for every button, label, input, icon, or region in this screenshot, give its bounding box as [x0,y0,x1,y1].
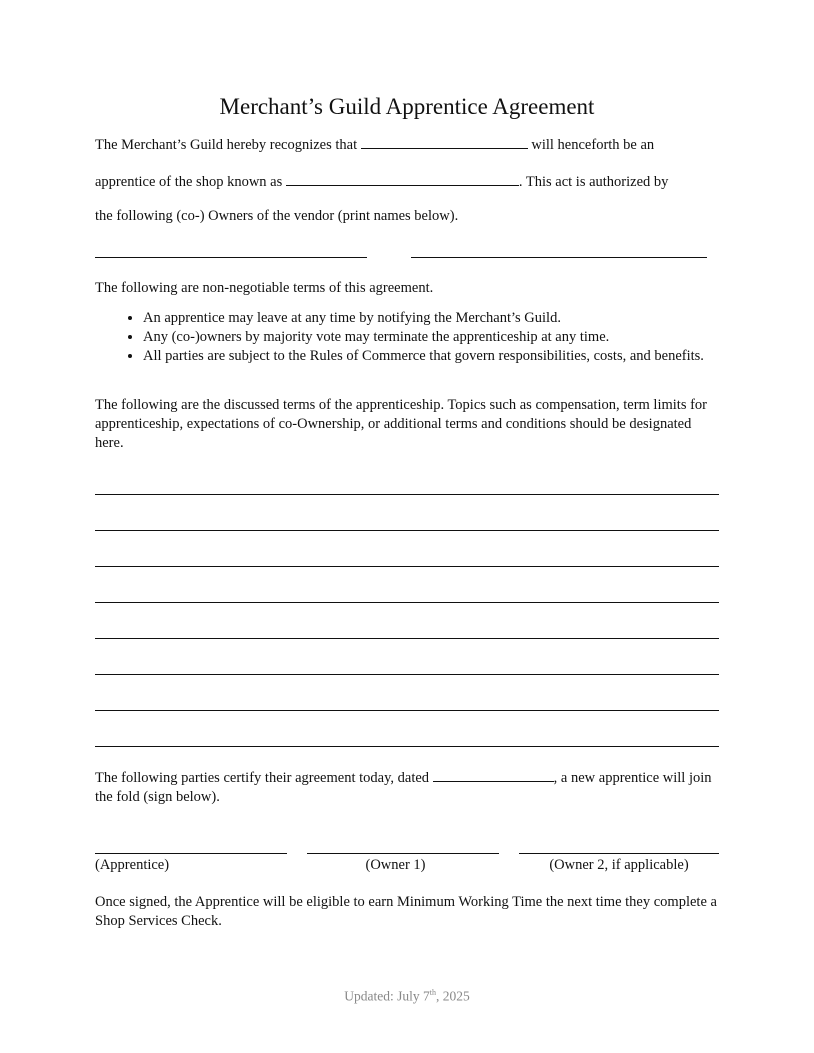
certify-end: , a new apprentice will join the fold (sign below). [95,770,712,805]
intro-line-3: the following (co-) Owners of the vendor (print names below). [95,208,459,224]
owner-2-signature-label: (Owner 2, if applicable) [549,857,689,873]
non-negotiable-terms-list [95,309,753,366]
updated-footer [0,988,814,1005]
terms-entry-line[interactable] [95,638,719,639]
owner-1-signature-label: (Owner 1) [365,857,426,873]
certify-paragraph [95,767,720,807]
owner-1-signature-line[interactable] [307,853,499,854]
list-item: • All parties are subject to the Rules of Commerce that govern responsibilities, costs, and benefits. [143,347,753,366]
intro-line-1-start: The Merchant’s Guild hereby recognizes that [95,137,358,153]
terms-entry-line[interactable] [95,530,719,531]
apprentice-signature-line[interactable] [95,853,287,854]
closing-paragraph: Once signed, the Apprentice will be eligible to earn Minimum Working Time the next time they complete a Shop Services Check. [95,894,717,929]
intro-line-2-end: . This act is authorized by [518,174,669,190]
footer-date-year: , 2025 [435,988,470,1004]
intro-line-1 [95,134,654,155]
owner-print-name-line-2[interactable] [411,257,707,258]
footer-date-prefix: Updated: July 7 [344,988,430,1004]
intro-line-2 [95,171,668,192]
terms-entry-line[interactable] [95,494,719,495]
shop-name-blank[interactable] [286,171,519,186]
intro-line-2-start: apprentice of the shop known as [95,174,283,190]
intro-line-1-end: will henceforth be an [531,137,655,153]
owner-2-signature-line[interactable] [519,853,719,854]
discussed-terms-paragraph: The following are the discussed terms of the apprenticeship. Topics such as compensation, term limits for apprenticeship, expectations of co-Ownership, or additional terms and conditions should be designated here. [95,397,708,451]
terms-entry-line[interactable] [95,746,719,747]
list-item: • An apprentice may leave at any time by notifying the Merchant’s Guild. [143,309,753,328]
terms-entry-line[interactable] [95,710,719,711]
document-title: Merchant’s Guild Apprentice Agreement [219,94,595,119]
terms-entry-line[interactable] [95,566,719,567]
terms-entry-line[interactable] [95,602,719,603]
footer-date-suffix: th [429,988,436,997]
owner-print-name-line-1[interactable] [95,257,367,258]
date-blank[interactable] [433,767,554,782]
certify-start: The following parties certify their agreement today, dated [95,770,430,786]
list-item: • Any (co-)owners by majority vote may terminate the apprenticeship at any time. [143,328,753,347]
apprentice-name-blank[interactable] [361,134,528,149]
terms-entry-line[interactable] [95,674,719,675]
non-negotiable-heading: The following are non-negotiable terms of this agreement. [95,280,434,296]
apprentice-signature-label: (Apprentice) [95,857,170,873]
